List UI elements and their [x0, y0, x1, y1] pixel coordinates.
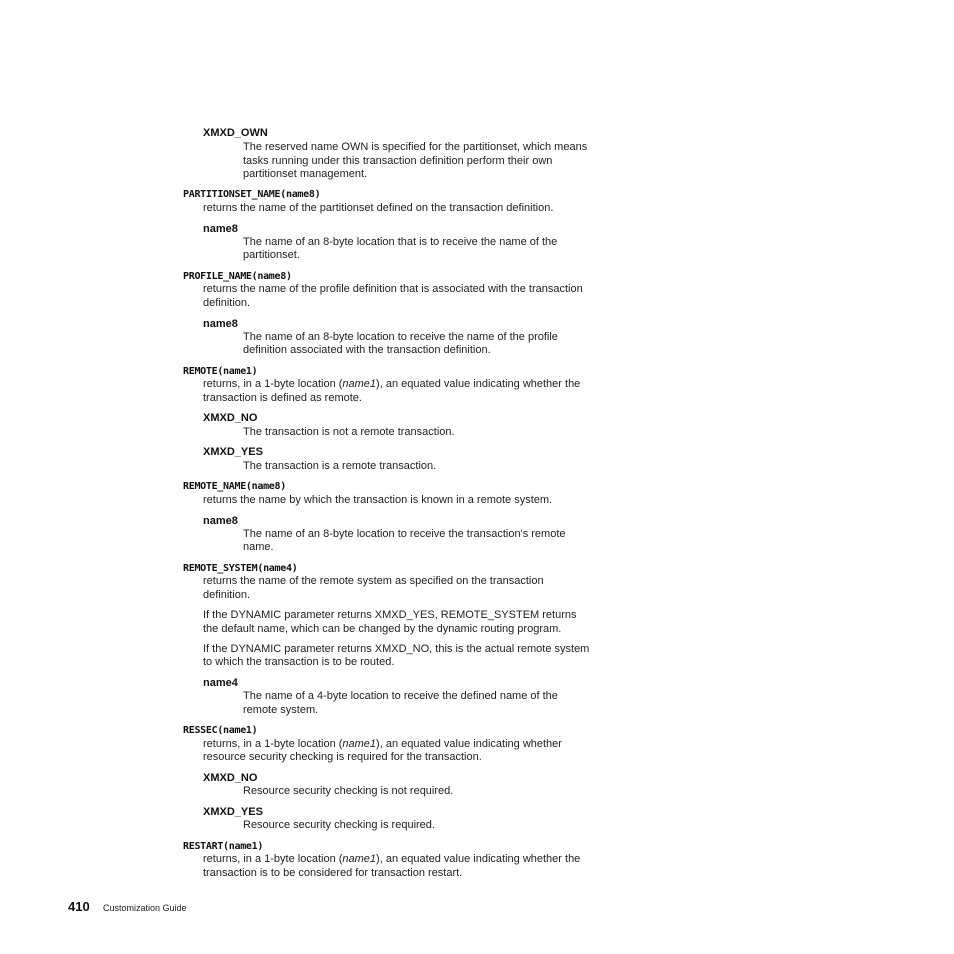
italic-variable: name1 — [342, 738, 377, 750]
value-description: The name of an 8-byte location that is to receive the name of the — [243, 236, 558, 248]
parameter-description: transaction is defined as remote. — [203, 392, 362, 404]
parameter-description: resource security checking is required for the transaction. — [203, 751, 482, 763]
parameter-heading: PARTITIONSET_NAME(name8) — [183, 189, 321, 200]
value-description: Resource security checking is required. — [243, 819, 435, 831]
value-description: The name of an 8-byte location to receive the transaction's remote — [243, 528, 566, 540]
value-description: The name of an 8-byte location to receive the name of the profile — [243, 331, 558, 343]
value-heading: XMXD_NO — [203, 772, 258, 784]
parameter-heading: RESSEC(name1) — [183, 725, 258, 736]
text-run: returns, in a 1-byte location ( — [203, 378, 343, 390]
parameter-description: returns the name of the partitionset defined on the transaction definition. — [203, 202, 554, 214]
parameter-description: If the DYNAMIC parameter returns XMXD_YES, REMOTE_SYSTEM returns — [203, 609, 577, 621]
value-heading: XMXD_NO — [203, 412, 258, 424]
parameter-description: returns the name of the remote system as specified on the transaction — [203, 575, 544, 587]
value-heading: XMXD_YES — [203, 806, 263, 818]
value-description: The reserved name OWN is specified for the partitionset, which means — [243, 141, 588, 153]
value-heading: name8 — [203, 318, 238, 330]
page-number: 410 — [68, 899, 90, 914]
parameter-heading: REMOTE_SYSTEM(name4) — [183, 563, 298, 574]
parameter-description: definition. — [203, 589, 251, 601]
value-description: The transaction is a remote transaction. — [243, 460, 437, 472]
text-run: returns, in a 1-byte location ( — [203, 853, 343, 865]
value-heading: name8 — [203, 223, 238, 235]
value-description: Resource security checking is not required. — [243, 785, 454, 797]
value-description: The transaction is not a remote transaction. — [243, 426, 455, 438]
italic-variable: name1 — [342, 378, 377, 390]
parameter-description — [203, 853, 580, 867]
book-title: Customization Guide — [103, 903, 187, 913]
parameter-description: If the DYNAMIC parameter returns XMXD_NO, this is the actual remote system — [203, 643, 590, 655]
parameter-description: transaction is to be considered for transaction restart. — [203, 867, 463, 879]
parameter-heading: PROFILE_NAME(name8) — [183, 271, 292, 282]
parameter-heading: RESTART(name1) — [183, 841, 264, 852]
value-description: tasks running under this transaction definition perform their own — [243, 155, 553, 167]
parameter-description — [203, 738, 562, 752]
text-run: ), an equated value indicating whether the — [376, 378, 581, 390]
text-run: returns, in a 1-byte location ( — [203, 738, 343, 750]
italic-variable: name1 — [342, 853, 377, 865]
value-heading: name8 — [203, 515, 238, 527]
parameter-description: definition. — [203, 297, 251, 309]
value-description: name. — [243, 541, 274, 553]
parameter-heading: REMOTE_NAME(name8) — [183, 481, 286, 492]
parameter-heading: REMOTE(name1) — [183, 366, 258, 377]
value-heading: XMXD_OWN — [203, 127, 268, 139]
text-run: ), an equated value indicating whether the — [376, 853, 581, 865]
parameter-description — [203, 378, 580, 392]
value-description: partitionset. — [243, 249, 300, 261]
value-description: remote system. — [243, 704, 319, 716]
value-heading: XMXD_YES — [203, 446, 263, 458]
text-run: ), an equated value indicating whether — [376, 738, 562, 750]
parameter-description: returns the name of the profile definition that is associated with the transaction — [203, 283, 583, 295]
parameter-description: the default name, which can be changed by the dynamic routing program. — [203, 623, 562, 635]
parameter-description: returns the name by which the transaction is known in a remote system. — [203, 494, 553, 506]
value-description: partitionset management. — [243, 168, 368, 180]
value-description: The name of a 4-byte location to receive the defined name of the — [243, 690, 558, 702]
parameter-description: to which the transaction is to be routed. — [203, 656, 395, 668]
value-heading: name4 — [203, 677, 238, 689]
value-description: definition associated with the transaction definition. — [243, 344, 491, 356]
